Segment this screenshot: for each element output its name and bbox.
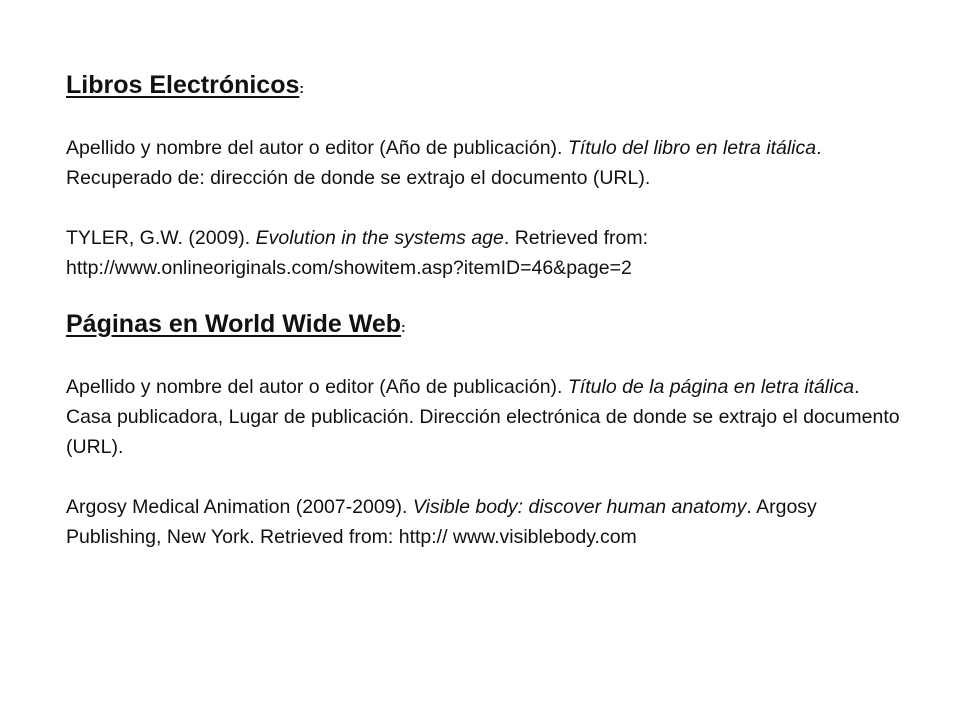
spacer [66,462,906,492]
web-format-text-2: . Casa publicadora, Lugar de publicación. Dirección electrónica de donde se extrajo el documento (URL). [66,376,900,458]
ebooks-example-paragraph [66,223,906,283]
slide-content [66,68,906,552]
web-format-paragraph [66,372,906,462]
ebooks-format-text-1: Apellido y nombre del autor o editor (Año de publicación). [66,137,568,159]
section-heading-ebooks [66,68,906,105]
web-example-italic: Visible body: discover human anatomy [412,496,747,518]
web-example-paragraph [66,492,906,552]
spacer [66,193,906,223]
ebooks-format-paragraph [66,133,906,193]
ebooks-example-italic: Evolution in the systems age [255,227,504,249]
ebooks-heading-title: Libros Electrónicos [66,71,300,99]
spacer [66,105,906,133]
ebooks-example-text-2: . Retrieved from: http://www.onlineoriginals.com/showitem.asp?itemID=46&page=2 [66,227,648,279]
web-heading-title: Páginas en World Wide Web [66,310,402,338]
ebooks-example-text-1: TYLER, G.W. (2009). [66,227,256,249]
web-format-text-1: Apellido y nombre del autor o editor (Año de publicación). [66,376,568,398]
web-example-text-2: . Argosy Publishing, New York. Retrieved from: http:// www.visiblebody.com [66,496,817,548]
web-format-italic: Título de la página en letra itálica [567,376,855,398]
section-heading-web-pages [66,307,906,344]
ebooks-heading-colon: : [299,80,305,96]
ebooks-format-text-2: . Recuperado de: dirección de donde se extrajo el documento (URL). [66,137,822,189]
web-heading-colon: : [401,319,406,335]
ebooks-format-italic: Título del libro en letra itálica [567,137,817,159]
spacer [66,283,906,307]
spacer [66,344,906,372]
web-example-text-1: Argosy Medical Animation (2007-2009). [66,496,413,518]
